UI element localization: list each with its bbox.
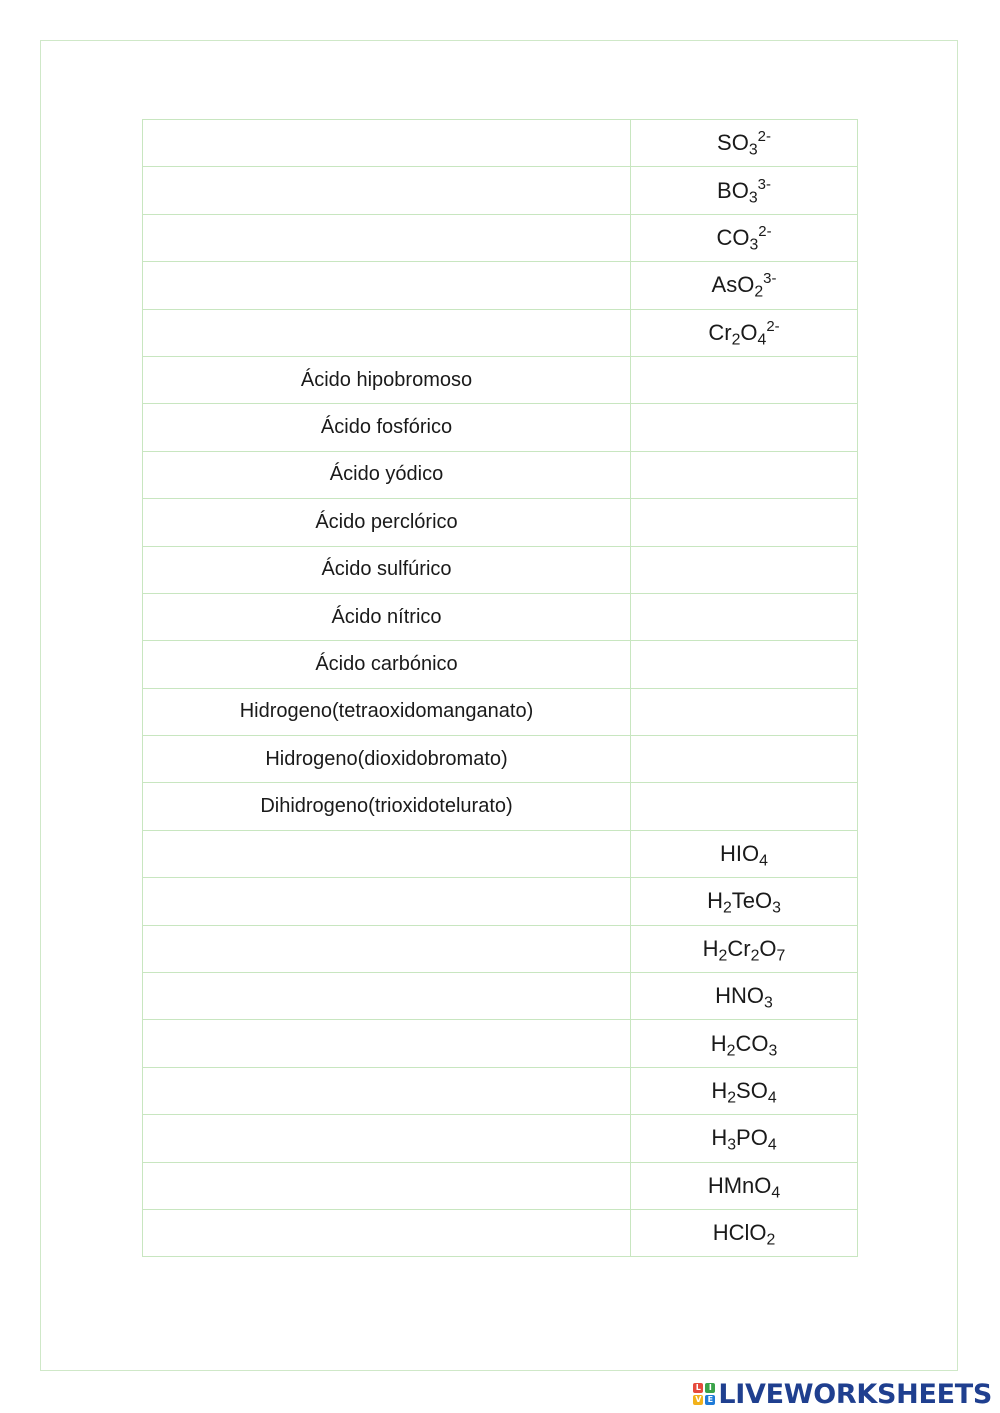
formula-charge: 2- xyxy=(766,317,780,335)
chemical-formula xyxy=(717,128,771,159)
answer-name-cell[interactable] xyxy=(143,1115,631,1162)
compound-name-cell: Ácido yódico xyxy=(143,451,631,498)
compound-name-cell: Ácido nítrico xyxy=(143,593,631,640)
answer-formula-cell[interactable] xyxy=(631,783,858,830)
formula-symbol: HClO xyxy=(712,1220,767,1246)
answer-formula-cell[interactable] xyxy=(631,593,858,640)
answer-formula-cell[interactable] xyxy=(631,688,858,735)
formula-symbol: H xyxy=(702,935,719,961)
compound-name-cell: Dihidrogeno(trioxidotelurato) xyxy=(143,783,631,830)
formula-symbol: O xyxy=(759,935,777,961)
formula-symbol: HIO xyxy=(720,841,760,867)
formula-cell xyxy=(631,878,858,925)
formula-cell xyxy=(631,1115,858,1162)
formula-subscript: 4 xyxy=(771,1184,781,1202)
formula-cell xyxy=(631,925,858,972)
liveworksheets-logo[interactable] xyxy=(693,1378,992,1410)
formula-symbol: H xyxy=(711,1078,728,1103)
logo-mark-letter: V xyxy=(695,1395,702,1404)
worksheet-table xyxy=(142,119,858,1257)
worksheet-rows xyxy=(143,120,858,1257)
table-row xyxy=(143,1209,858,1256)
formula-subscript: 4 xyxy=(759,852,768,870)
formula-subscript: 2 xyxy=(726,1042,736,1060)
formula-charge: 3- xyxy=(757,175,771,193)
formula-subscript: 2 xyxy=(754,283,764,301)
formula-symbol: CO xyxy=(716,224,750,250)
table-row xyxy=(143,404,858,451)
formula-cell xyxy=(631,973,858,1020)
answer-formula-cell[interactable] xyxy=(631,546,858,593)
formula-subscript: 2 xyxy=(731,331,741,349)
chemical-formula xyxy=(711,1078,777,1107)
formula-subscript: 2 xyxy=(766,1231,776,1249)
chemical-formula xyxy=(712,1220,776,1249)
formula-symbol: AsO xyxy=(711,272,755,298)
table-row xyxy=(143,1162,858,1209)
formula-subscript: 4 xyxy=(767,1136,777,1154)
formula-subscript: 7 xyxy=(776,947,786,965)
formula-symbol: O xyxy=(740,319,758,345)
formula-cell xyxy=(631,120,858,167)
table-row xyxy=(143,783,858,830)
answer-name-cell[interactable] xyxy=(143,973,631,1020)
logo-mark-letter: L xyxy=(693,1383,703,1393)
table-row xyxy=(143,262,858,309)
compound-name-cell: Ácido perclórico xyxy=(143,499,631,546)
answer-name-cell[interactable] xyxy=(143,262,631,309)
answer-formula-cell[interactable] xyxy=(631,641,858,688)
formula-symbol: HMnO xyxy=(707,1172,772,1198)
answer-formula-cell[interactable] xyxy=(631,451,858,498)
table-row xyxy=(143,1067,858,1114)
formula-subscript: 3 xyxy=(748,141,758,159)
chemical-formula xyxy=(707,888,781,917)
formula-symbol: H xyxy=(707,888,723,914)
answer-name-cell[interactable] xyxy=(143,1020,631,1067)
compound-name-cell: Ácido carbónico xyxy=(143,641,631,688)
formula-subscript: 4 xyxy=(757,331,767,349)
chemical-formula xyxy=(708,317,780,349)
answer-formula-cell[interactable] xyxy=(631,499,858,546)
table-row xyxy=(143,688,858,735)
table-row xyxy=(143,973,858,1020)
chemical-formula xyxy=(711,270,777,301)
formula-symbol: H xyxy=(710,1030,727,1056)
compound-name-cell: Hidrogeno(tetraoxidomanganato) xyxy=(143,688,631,735)
table-row xyxy=(143,167,858,214)
formula-symbol: Cr xyxy=(727,935,751,961)
table-row xyxy=(143,641,858,688)
table-row xyxy=(143,878,858,925)
table-row xyxy=(143,925,858,972)
formula-cell xyxy=(631,1067,858,1114)
formula-cell xyxy=(631,1020,858,1067)
chemical-formula xyxy=(720,841,768,870)
chemical-formula xyxy=(715,983,773,1012)
formula-cell xyxy=(631,1209,858,1256)
formula-cell xyxy=(631,167,858,214)
table-row xyxy=(143,546,858,593)
formula-symbol: H xyxy=(711,1125,728,1151)
formula-charge: 2- xyxy=(758,223,772,240)
compound-name-cell: Hidrogeno(dioxidobromato) xyxy=(143,736,631,783)
formula-subscript: 3 xyxy=(764,994,773,1012)
formula-symbol: SO xyxy=(736,1078,768,1103)
answer-name-cell[interactable] xyxy=(143,878,631,925)
chemical-formula xyxy=(702,935,786,965)
table-row xyxy=(143,1020,858,1067)
chemical-formula xyxy=(707,1172,781,1202)
formula-subscript: 3 xyxy=(727,1136,737,1154)
formula-subscript: 3 xyxy=(772,899,781,917)
table-row xyxy=(143,736,858,783)
chemical-formula xyxy=(717,175,771,206)
formula-subscript: 3 xyxy=(768,1042,778,1060)
formula-symbol: Cr xyxy=(708,319,732,345)
formula-subscript: 3 xyxy=(748,189,758,206)
answer-name-cell[interactable] xyxy=(143,1162,631,1209)
formula-cell xyxy=(631,1162,858,1209)
formula-symbol: SO xyxy=(717,130,749,156)
logo-mark-letter: E xyxy=(705,1395,715,1405)
answer-name-cell[interactable] xyxy=(143,167,631,214)
compound-name-cell: Ácido fosfórico xyxy=(143,404,631,451)
formula-symbol: CO xyxy=(735,1030,769,1056)
answer-formula-cell[interactable] xyxy=(631,736,858,783)
formula-cell xyxy=(631,214,858,261)
formula-cell xyxy=(631,309,858,356)
table-row xyxy=(143,499,858,546)
logo-mark-letter: I xyxy=(705,1383,715,1393)
answer-formula-cell[interactable] xyxy=(631,356,858,403)
table-row xyxy=(143,451,858,498)
formula-subscript: 2 xyxy=(750,947,760,965)
formula-cell xyxy=(631,262,858,309)
answer-name-cell[interactable] xyxy=(143,1209,631,1256)
logo-text: LIVEWORKSHEETS xyxy=(718,1378,992,1410)
formula-subscript: 2 xyxy=(727,1089,737,1107)
compound-name-cell: Ácido sulfúrico xyxy=(143,546,631,593)
formula-symbol: TeO xyxy=(731,888,773,914)
chemical-formula xyxy=(710,1030,778,1060)
formula-subscript: 2 xyxy=(722,899,732,917)
answer-name-cell[interactable] xyxy=(143,1067,631,1114)
table-row xyxy=(143,830,858,877)
formula-charge: 3- xyxy=(763,270,777,288)
logo-mark-icon xyxy=(693,1383,715,1405)
table-row xyxy=(143,1115,858,1162)
formula-cell xyxy=(631,830,858,877)
table-row xyxy=(143,214,858,261)
chemical-formula xyxy=(711,1125,777,1154)
table-row xyxy=(143,593,858,640)
formula-subscript: 3 xyxy=(749,236,759,254)
compound-name-cell: Ácido hipobromoso xyxy=(143,356,631,403)
formula-symbol: HNO xyxy=(715,983,765,1009)
formula-symbol: BO xyxy=(717,177,749,203)
formula-subscript: 4 xyxy=(767,1089,777,1107)
answer-name-cell[interactable] xyxy=(143,309,631,356)
table-row xyxy=(143,120,858,167)
formula-symbol: PO xyxy=(736,1125,768,1151)
answer-name-cell[interactable] xyxy=(143,925,631,972)
table-row xyxy=(143,356,858,403)
formula-charge: 2- xyxy=(757,128,771,146)
formula-subscript: 2 xyxy=(718,947,728,965)
answer-name-cell[interactable] xyxy=(143,120,631,167)
table-row xyxy=(143,309,858,356)
chemical-formula xyxy=(716,223,772,254)
answer-name-cell[interactable] xyxy=(143,830,631,877)
answer-name-cell[interactable] xyxy=(143,214,631,261)
answer-formula-cell[interactable] xyxy=(631,404,858,451)
